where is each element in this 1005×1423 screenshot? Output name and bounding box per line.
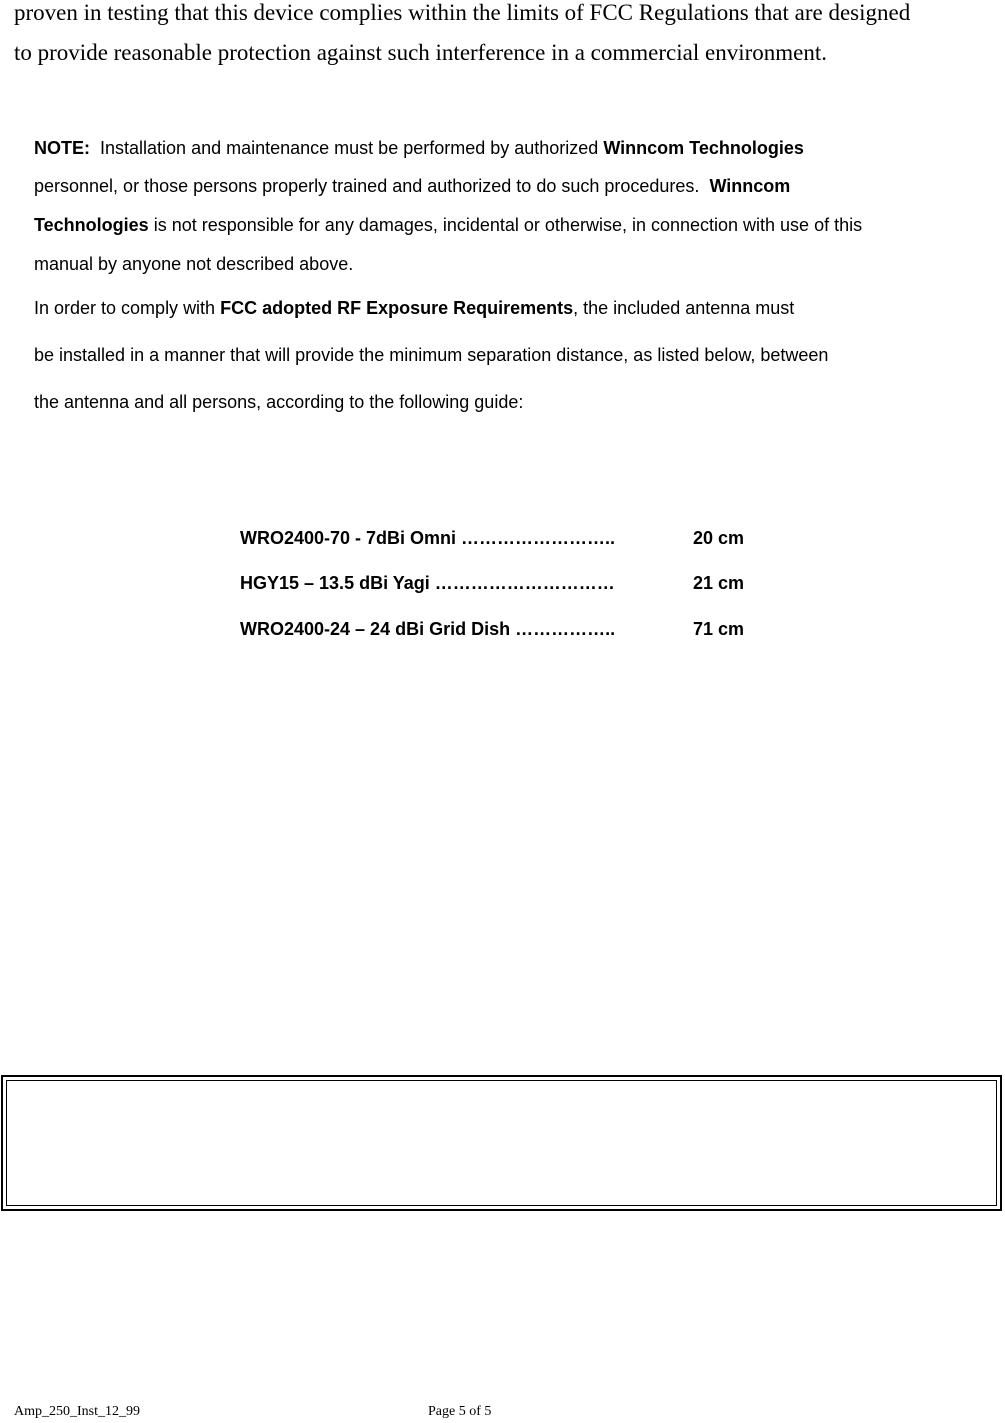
note-line-2 <box>34 176 790 197</box>
intro-line-2: to provide reasonable protection against such interference in a commercial environment. <box>14 40 827 65</box>
note-line-1 <box>34 138 804 159</box>
note-line-4: manual by anyone not described above. <box>34 254 354 274</box>
antenna-label: HGY15 – 13.5 dBi Yagi ………………………… <box>240 573 615 593</box>
intro-line-1: proven in testing that this device complies within the limits of FCC Regulations that are designed <box>14 0 911 25</box>
company-name: Winncom <box>709 176 791 196</box>
note-line-3 <box>34 215 862 236</box>
note-label: NOTE: <box>34 138 90 158</box>
rf-line-1-post: , the included antenna must <box>573 298 795 318</box>
antenna-row <box>240 573 760 594</box>
antenna-distance: 21 cm <box>693 573 745 593</box>
antenna-row <box>240 619 760 640</box>
rf-line-3: the antenna and all persons, according to the following guide: <box>34 392 524 412</box>
empty-bordered-box <box>1 1075 1002 1211</box>
footer-page-number: Page 5 of 5 <box>428 1404 492 1419</box>
note-line-2-text: personnel, or those persons properly trained and authorized to do such procedures. <box>34 176 700 196</box>
company-name: Winncom Technologies <box>603 138 804 158</box>
antenna-distance: 71 cm <box>693 619 745 639</box>
rf-line-1-pre: In order to comply with <box>34 298 216 318</box>
rf-line-1 <box>34 298 794 319</box>
note-line-3-text: is not responsible for any damages, incidental or otherwise, in connection with use of this <box>153 215 863 235</box>
company-name: Technologies <box>34 215 149 235</box>
inner-border <box>6 1080 997 1206</box>
antenna-label: WRO2400-70 - 7dBi Omni …………………….. <box>240 528 616 548</box>
note-line-1-text: Installation and maintenance must be performed by authorized <box>100 138 599 158</box>
rf-requirements: FCC adopted RF Exposure Requirements <box>220 298 574 318</box>
antenna-label: WRO2400-24 – 24 dBi Grid Dish …………….. <box>240 619 616 639</box>
antenna-row <box>240 528 760 549</box>
antenna-distance: 20 cm <box>693 528 745 548</box>
footer-doc-id: Amp_250_Inst_12_99 <box>14 1404 140 1419</box>
rf-line-2: be installed in a manner that will provide the minimum separation distance, as listed below, between <box>34 345 829 365</box>
